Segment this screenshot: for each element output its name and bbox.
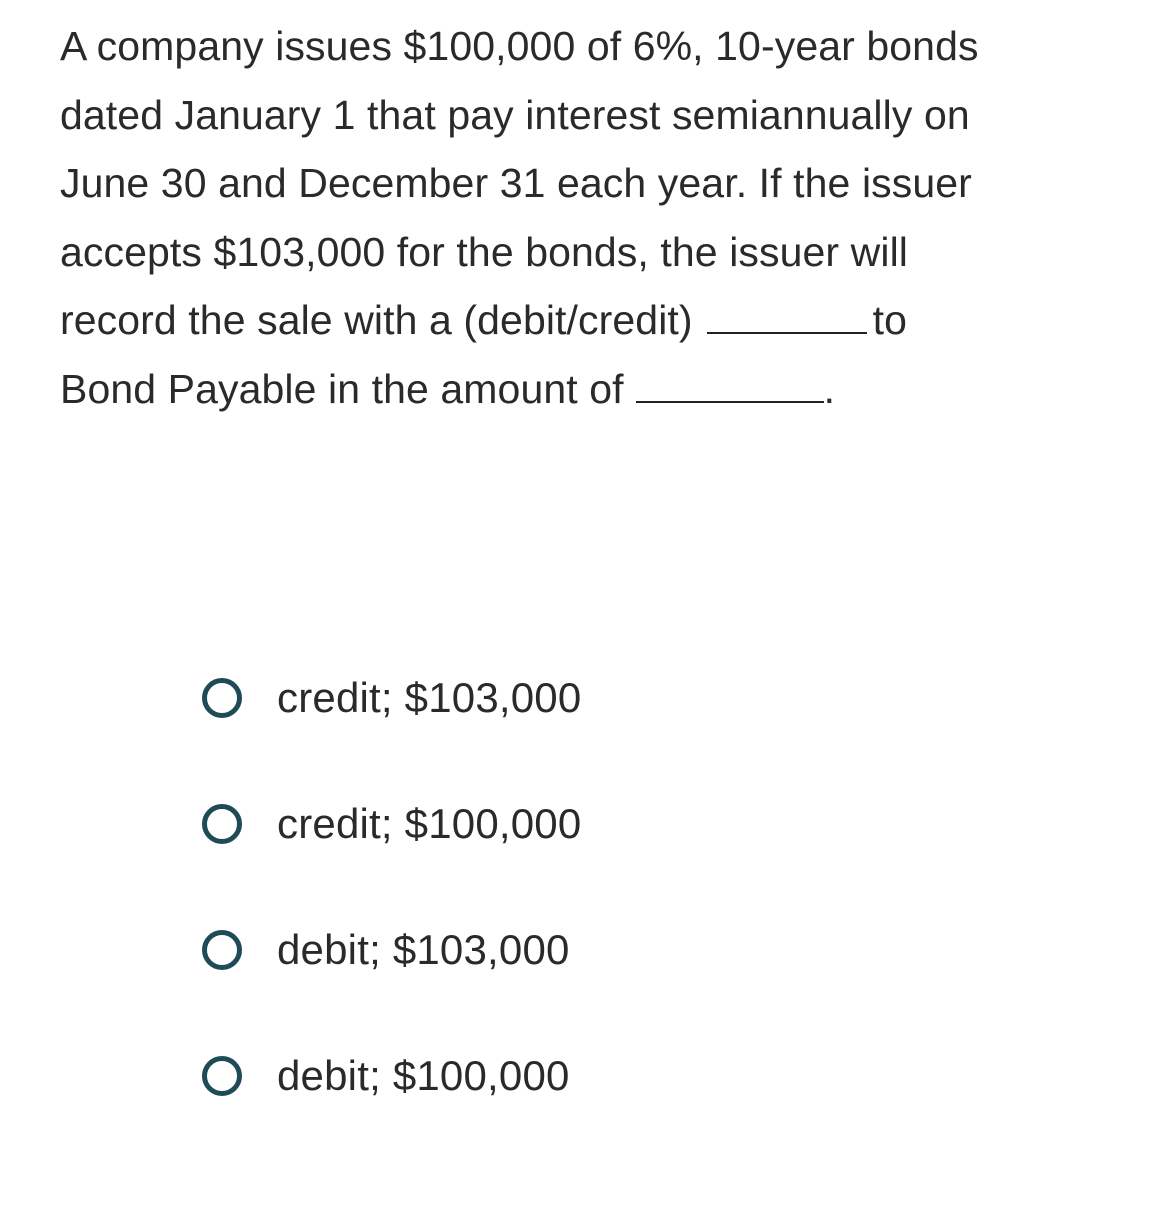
answer-option-label: credit; $100,000 bbox=[277, 800, 582, 847]
answer-option-debit-100000[interactable] bbox=[202, 1038, 581, 1114]
question-line: dated January 1 that pay interest semiannually on bbox=[60, 91, 970, 138]
answer-option-label: credit; $103,000 bbox=[277, 674, 582, 721]
answer-blank-debit-credit bbox=[707, 302, 867, 334]
question-line-text: record the sale with a (debit/credit) bbox=[60, 297, 693, 343]
answer-option-credit-100000[interactable] bbox=[202, 786, 581, 862]
answer-options bbox=[202, 660, 581, 1164]
question-line-text: Bond Payable in the amount of bbox=[60, 365, 624, 412]
radio-button-icon[interactable] bbox=[202, 1056, 242, 1096]
radio-button-icon[interactable] bbox=[202, 930, 242, 970]
answer-option-label: debit; $103,000 bbox=[277, 926, 570, 973]
question-line-text: . bbox=[823, 365, 836, 412]
answer-option-credit-103000[interactable] bbox=[202, 660, 581, 736]
radio-button-icon[interactable] bbox=[202, 804, 242, 844]
question-line bbox=[60, 286, 1130, 355]
question-line: June 30 and December 31 each year. If the issuer bbox=[60, 160, 972, 206]
answer-blank-amount bbox=[636, 371, 824, 403]
question-line bbox=[60, 355, 1130, 424]
radio-button-icon[interactable] bbox=[202, 678, 242, 718]
answer-option-label: debit; $100,000 bbox=[277, 1052, 570, 1099]
question-line: accepts $103,000 for the bonds, the issuer will bbox=[60, 228, 908, 275]
question-line: A company issues $100,000 of 6%, 10-year bonds bbox=[60, 23, 979, 69]
answer-option-debit-103000[interactable] bbox=[202, 912, 581, 988]
question-line-text: to bbox=[872, 297, 908, 343]
question-text bbox=[60, 12, 1130, 423]
